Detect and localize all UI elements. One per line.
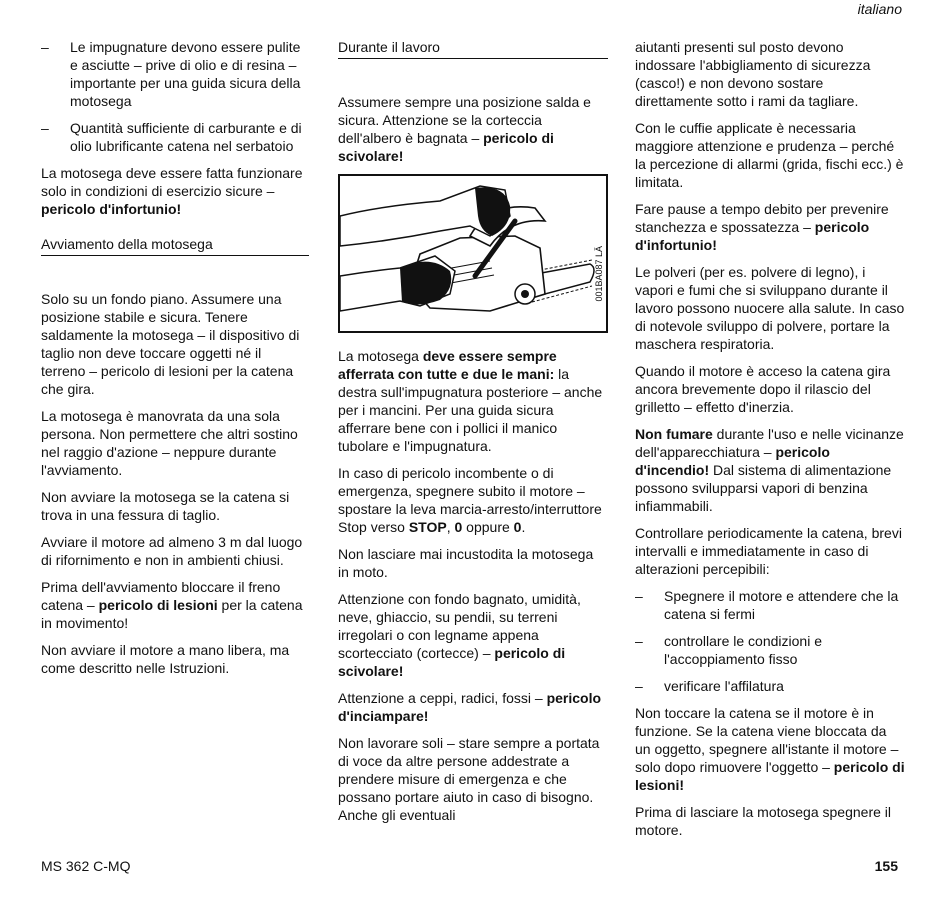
paragraph: Attenzione a ceppi, radici, fossi – pericolo d'inciampare! <box>338 690 602 724</box>
chainsaw-hands-drawing <box>340 176 606 331</box>
list-item: – verificare l'affilatura <box>635 678 784 694</box>
section-heading: Avviamento della motosega <box>41 235 309 256</box>
paragraph: Controllare periodicamente la catena, brevi intervalli e immediatamente in caso di alterazioni percepibili: <box>635 525 902 577</box>
paragraph: Prima dell'avviamento bloccare il freno catena – pericolo di lesioni per la catena in movimento! <box>41 579 303 631</box>
paragraph: Fare pause a tempo debito per prevenire stanchezza e spossatezza – pericolo d'infortunio! <box>635 201 889 253</box>
paragraph: Prima di lasciare la motosega spegnere il motore. <box>635 804 892 838</box>
paragraph: Quando il motore è acceso la catena gira ancora brevemente dopo il rilascio del grilletto – effetto d'inerzia. <box>635 363 891 415</box>
paragraph: In caso di pericolo incombente o di emergenza, spegnere subito il motore – spostare la leva marcia-arresto/interruttore Stop verso STOP, 0 oppure 0. <box>338 465 602 535</box>
column-2 <box>338 38 608 833</box>
paragraph: aiutanti presenti sul posto devono indossare l'abbigliamento di sicurezza (casco!) e non devono sostare direttamente sotto i rami da tagliare. <box>635 39 871 109</box>
paragraph: Avviare il motore ad almeno 3 m dal luogo di rifornimento e non in ambienti chiusi. <box>41 534 303 568</box>
paragraph: La motosega deve essere sempre afferrata con tutte e due le mani: la destra sull'impugnatura posteriore – anche per i mancini. Per una guida sicura afferrare bene con i pollici il manico tubolare e l'impugnatura. <box>338 348 603 454</box>
chainsaw-illustration <box>338 174 608 333</box>
paragraph: La motosega deve essere fatta funzionare solo in condizioni di esercizio sicure – pericolo d'infortunio! <box>41 165 303 217</box>
page-number: 155 <box>874 858 898 874</box>
paragraph: La motosega è manovrata da una sola persona. Non permettere che altri sostino nel raggio d'azione – neppure durante l'avviamento. <box>41 408 298 478</box>
paragraph: Le polveri (per es. polvere di legno), i vapori e fumi che si sviluppano durante il lavoro possono nuocere alla salute. In caso di notevole sviluppo di polvere, portare la maschera respiratoria. <box>635 264 905 352</box>
paragraph: Non lasciare mai incustodita la motosega in moto. <box>338 546 594 580</box>
paragraph: Non avviare la motosega se la catena si trova in una fessura di taglio. <box>41 489 290 523</box>
paragraph: Solo su un fondo piano. Assumere una posizione stabile e sicura. Tenere saldamente la motosega – il dispositivo di taglio non deve toccare oggetti né il terreno – pericolo di lesioni per la catena che gira. <box>41 291 300 397</box>
paragraph: Con le cuffie applicate è necessaria maggiore attenzione e prudenza – perché la percezione di allarmi (grida, fischi ecc.) è limitata. <box>635 120 904 190</box>
list-item: – Spegnere il motore e attendere che la catena si fermi <box>635 588 899 622</box>
figure-code: 001BA087 LÄ <box>594 246 604 302</box>
column-1 <box>41 38 309 686</box>
section-heading: Durante il lavoro <box>338 38 608 59</box>
column-3 <box>635 38 905 848</box>
paragraph: Non avviare il motore a mano libera, ma come descritto nelle Istruzioni. <box>41 642 290 676</box>
language-label: italiano <box>857 1 902 17</box>
paragraph: Non fumare durante l'uso e nelle vicinanze dell'apparecchiatura – pericolo d'incendio! Dal sistema di alimentazione possono svilupparsi vapori di benzina infiammabili. <box>635 426 904 514</box>
model-footer: MS 362 C-MQ <box>41 858 131 874</box>
paragraph: Non toccare la catena se il motore è in funzione. Se la catena viene bloccata da un oggetto, spegnere all'istante il motore – solo dopo rimuovere l'oggetto – pericolo di lesioni! <box>635 705 905 793</box>
list-item: – Quantità sufficiente di carburante e di olio lubrificante catena nel serbatoio <box>41 120 302 154</box>
list-item: – Le impugnature devono essere pulite e asciutte – prive di olio e di resina – importante per una guida sicura della motosega <box>41 39 301 109</box>
paragraph: Assumere sempre una posizione salda e sicura. Attenzione se la corteccia dell'albero è bagnata – pericolo di scivolare! <box>338 94 591 164</box>
list-item: – controllare le condizioni e l'accoppiamento fisso <box>635 633 822 667</box>
paragraph: Attenzione con fondo bagnato, umidità, neve, ghiaccio, su pendii, su terreni irregolari o con legname appena scortecciato (cortecce) – pericolo di scivolare! <box>338 591 581 679</box>
paragraph: Non lavorare soli – stare sempre a portata di voce da altre persone addestrate a prendere misure di emergenza e che possano portare aiuto in caso di bisogno. Anche gli eventuali <box>338 735 600 823</box>
